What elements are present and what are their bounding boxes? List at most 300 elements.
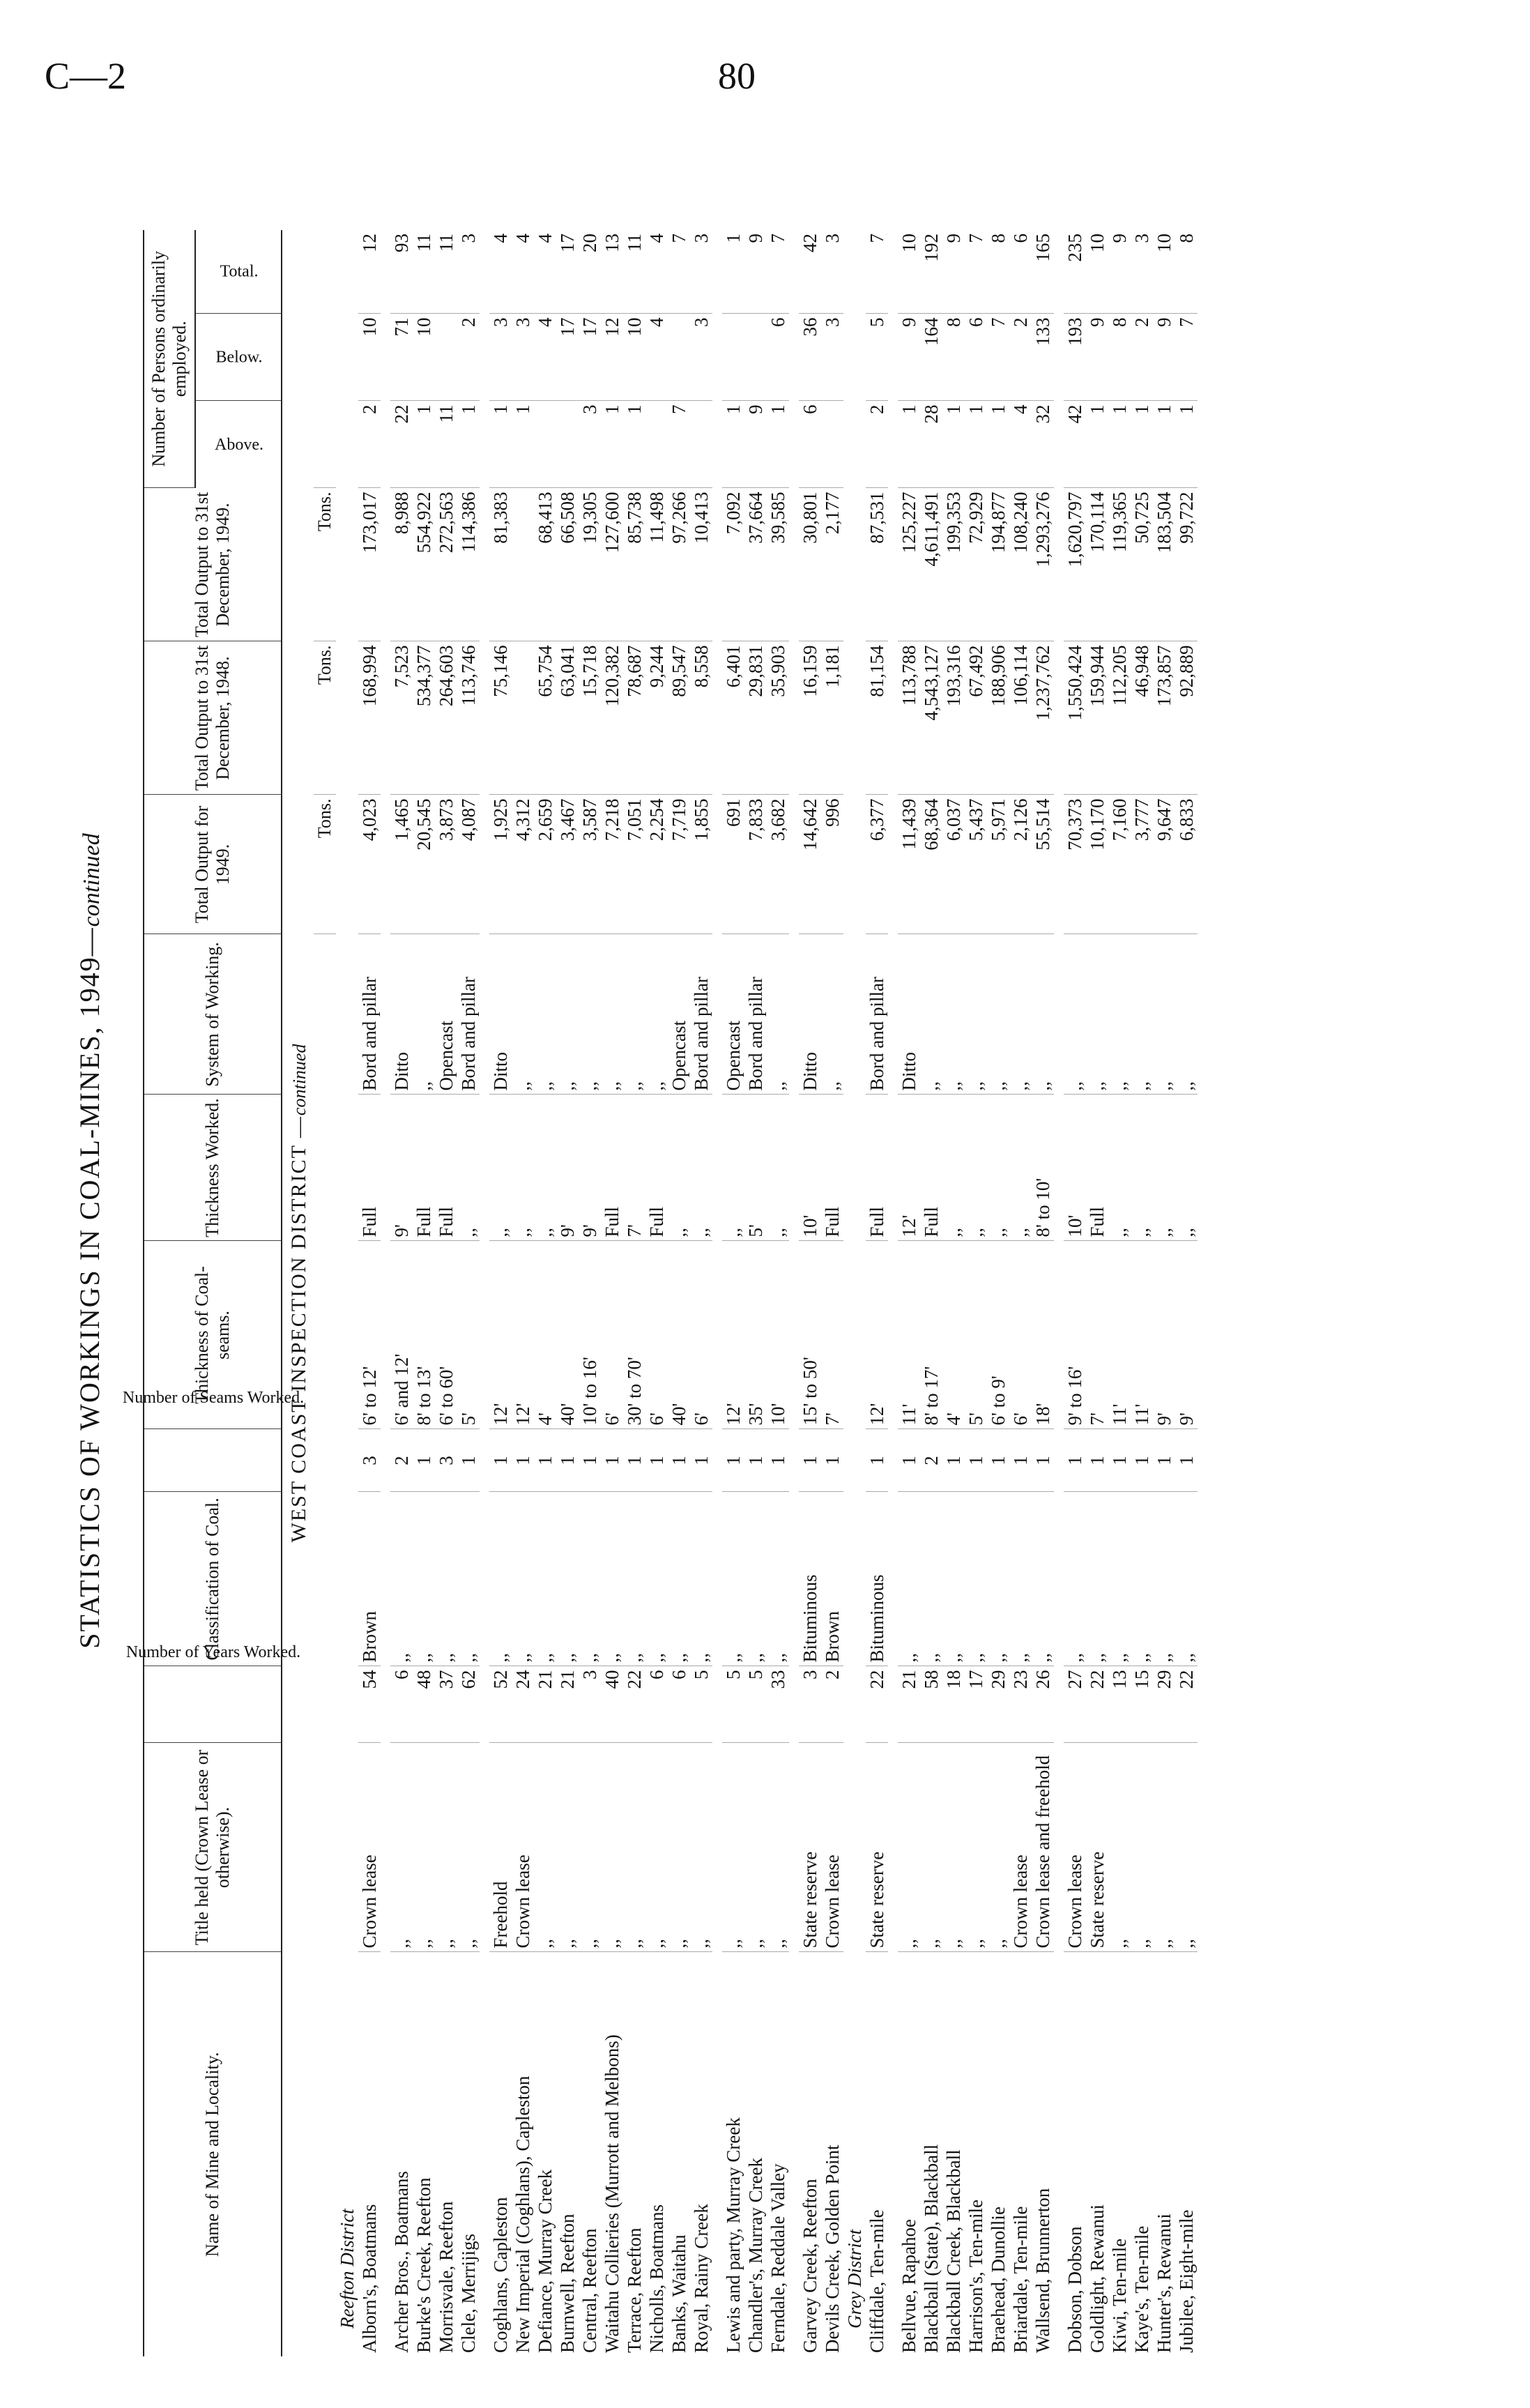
- output-to-1949: 114,386: [457, 488, 480, 641]
- rotated-table-page: [59, 125, 1453, 2356]
- col-output-1949: Total Output for 1949.: [144, 795, 282, 934]
- persons-total: 8: [1175, 230, 1198, 314]
- years-worked: 22: [866, 1666, 888, 1743]
- title-held: ,,: [898, 1743, 920, 1952]
- mine-name: Devils Creek, Golden Point: [822, 2144, 843, 2353]
- seam-thickness: 15' to 50': [799, 1241, 821, 1429]
- years-worked: 24: [512, 1666, 534, 1743]
- persons-above: [556, 401, 579, 488]
- persons-above: 1: [1086, 401, 1108, 488]
- system-of-working: ,,: [601, 934, 623, 1095]
- thickness-worked: 9': [390, 1095, 413, 1241]
- persons-below: 133: [1032, 314, 1054, 401]
- years-worked: 23: [1009, 1666, 1032, 1743]
- output-1949: 4,023: [358, 795, 381, 934]
- spacer-row: [789, 230, 799, 2356]
- table-row: [898, 230, 920, 2356]
- thickness-worked: Full: [821, 1095, 843, 1241]
- persons-above: 4: [1009, 401, 1032, 488]
- mine-name: Wallsend, Brunnerton: [1032, 2188, 1053, 2353]
- title-held: Crown lease: [512, 1743, 534, 1952]
- seams-worked: 1: [1086, 1429, 1108, 1492]
- persons-total: 11: [413, 230, 435, 314]
- seam-thickness: 9' to 16': [1064, 1241, 1086, 1429]
- coal-class: ,,: [767, 1492, 789, 1666]
- persons-above: 22: [390, 401, 413, 488]
- output-1948: 106,114: [1009, 641, 1032, 795]
- coal-class: ,,: [512, 1492, 534, 1666]
- thickness-worked: ,,: [1009, 1095, 1032, 1241]
- district-row: [336, 230, 358, 2356]
- output-1948: 89,547: [668, 641, 690, 795]
- output-to-1949: 99,722: [1175, 488, 1198, 641]
- system-of-working: ,,: [534, 934, 556, 1095]
- persons-total: 9: [942, 230, 965, 314]
- output-1949: 7,218: [601, 795, 623, 934]
- table-row: [821, 230, 843, 2356]
- years-worked: 17: [965, 1666, 987, 1743]
- years-worked: 54: [358, 1666, 381, 1743]
- output-1948: 75,146: [489, 641, 512, 795]
- output-1948: [512, 641, 534, 795]
- years-worked: 3: [799, 1666, 821, 1743]
- coal-class: ,,: [1009, 1492, 1032, 1666]
- coal-class: ,,: [623, 1492, 645, 1666]
- col-total: Total.: [195, 230, 282, 314]
- coal-mines-table: [122, 230, 1198, 2356]
- table-row: [512, 230, 534, 2356]
- output-to-1949: 183,504: [1153, 488, 1175, 641]
- seam-thickness: 6' and 12': [390, 1241, 413, 1429]
- spacer-row: [381, 230, 390, 2356]
- seams-worked: 1: [744, 1429, 767, 1492]
- output-1948: 1,550,424: [1064, 641, 1086, 795]
- col-system: System of Working.: [144, 934, 282, 1095]
- coal-class: ,,: [690, 1492, 712, 1666]
- seams-worked: 1: [512, 1429, 534, 1492]
- system-of-working: ,,: [1064, 934, 1086, 1095]
- seam-thickness: 10': [767, 1241, 789, 1429]
- persons-total: 165: [1032, 230, 1054, 314]
- output-1949: 55,514: [1032, 795, 1054, 934]
- section-row: [282, 230, 314, 2356]
- seam-thickness: 8' to 17': [920, 1241, 942, 1429]
- persons-above: 1: [987, 401, 1009, 488]
- thickness-worked: ,,: [457, 1095, 480, 1241]
- output-1948: 193,316: [942, 641, 965, 795]
- mine-name: Harrison's, Ten-mile: [965, 2200, 986, 2353]
- years-worked: 58: [920, 1666, 942, 1743]
- output-1949: 7,719: [668, 795, 690, 934]
- unit-1948: Tons.: [314, 641, 336, 795]
- system-of-working: Ditto: [799, 934, 821, 1095]
- output-1949: 6,377: [866, 795, 888, 934]
- title-held: ,,: [987, 1743, 1009, 1952]
- output-to-1949: 4,611,491: [920, 488, 942, 641]
- persons-above: 1: [965, 401, 987, 488]
- years-worked: 22: [623, 1666, 645, 1743]
- persons-below: 12: [601, 314, 623, 401]
- title-held: ,,: [744, 1743, 767, 1952]
- thickness-worked: ,,: [512, 1095, 534, 1241]
- coal-class: ,,: [920, 1492, 942, 1666]
- coal-class: ,,: [1175, 1492, 1198, 1666]
- seam-thickness: 12': [489, 1241, 512, 1429]
- col-name: Name of Mine and Locality.: [144, 1952, 282, 2356]
- seam-thickness: 18': [1032, 1241, 1054, 1429]
- output-to-1949: 39,585: [767, 488, 789, 641]
- system-of-working: Ditto: [898, 934, 920, 1095]
- seams-worked: 1: [1175, 1429, 1198, 1492]
- mine-name: Kiwi, Ten-mile: [1109, 2238, 1130, 2353]
- table-row: [866, 230, 888, 2356]
- title-held: Freehold: [489, 1743, 512, 1952]
- persons-total: 7: [668, 230, 690, 314]
- title-held: ,,: [965, 1743, 987, 1952]
- persons-above: 42: [1064, 401, 1086, 488]
- output-1948: 78,687: [623, 641, 645, 795]
- coal-class: ,,: [390, 1492, 413, 1666]
- persons-total: 3: [690, 230, 712, 314]
- seams-worked: 1: [799, 1429, 821, 1492]
- years-worked: 52: [489, 1666, 512, 1743]
- table-row: [457, 230, 480, 2356]
- years-worked: 15: [1131, 1666, 1153, 1743]
- persons-below: 4: [534, 314, 556, 401]
- thickness-worked: ,,: [942, 1095, 965, 1241]
- thickness-worked: ,,: [722, 1095, 744, 1241]
- system-of-working: Bord and pillar: [866, 934, 888, 1095]
- output-1948: 534,377: [413, 641, 435, 795]
- table-row: [601, 230, 623, 2356]
- years-worked: 6: [390, 1666, 413, 1743]
- seam-thickness: 5': [457, 1241, 480, 1429]
- output-1949: 6,037: [942, 795, 965, 934]
- coal-class: ,,: [1153, 1492, 1175, 1666]
- seams-worked: 1: [1153, 1429, 1175, 1492]
- years-worked: 62: [457, 1666, 480, 1743]
- title-held: ,,: [722, 1743, 744, 1952]
- title-held: Crown lease: [1064, 1743, 1086, 1952]
- system-of-working: ,,: [1153, 934, 1175, 1095]
- system-of-working: ,,: [1009, 934, 1032, 1095]
- persons-below: 7: [987, 314, 1009, 401]
- col-years: Number of Years Worked.: [144, 1666, 282, 1743]
- coal-class: ,,: [556, 1492, 579, 1666]
- mine-name: Morrisvale, Reefton: [436, 2201, 457, 2353]
- persons-above: 1: [942, 401, 965, 488]
- persons-total: 235: [1064, 230, 1086, 314]
- persons-below: 9: [1153, 314, 1175, 401]
- seam-thickness: 6': [1009, 1241, 1032, 1429]
- system-of-working: ,,: [413, 934, 435, 1095]
- col-persons: Number of Persons ordinarily employed.: [144, 230, 195, 488]
- title-held: ,,: [1108, 1743, 1131, 1952]
- system-of-working: ,,: [987, 934, 1009, 1095]
- system-of-working: ,,: [1086, 934, 1108, 1095]
- output-1948: 159,944: [1086, 641, 1108, 795]
- output-1949: 5,437: [965, 795, 987, 934]
- title-held: ,,: [390, 1743, 413, 1952]
- output-1948: 63,041: [556, 641, 579, 795]
- persons-below: 10: [623, 314, 645, 401]
- years-worked: 2: [821, 1666, 843, 1743]
- system-of-working: Bord and pillar: [690, 934, 712, 1095]
- output-1948: 29,831: [744, 641, 767, 795]
- table-row: [690, 230, 712, 2356]
- persons-total: 9: [744, 230, 767, 314]
- persons-total: 13: [601, 230, 623, 314]
- persons-total: 9: [1108, 230, 1131, 314]
- years-worked: 27: [1064, 1666, 1086, 1743]
- persons-above: 1: [601, 401, 623, 488]
- system-of-working: Opencast: [435, 934, 457, 1095]
- output-1948: 9,244: [645, 641, 668, 795]
- persons-above: 1: [512, 401, 534, 488]
- output-to-1949: 97,266: [668, 488, 690, 641]
- output-to-1949: 127,600: [601, 488, 623, 641]
- output-to-1949: 173,017: [358, 488, 381, 641]
- persons-total: 192: [920, 230, 942, 314]
- persons-below: 3: [821, 314, 843, 401]
- mine-name: Dobson, Dobson: [1064, 2226, 1085, 2353]
- output-1949: 14,642: [799, 795, 821, 934]
- coal-class: ,,: [898, 1492, 920, 1666]
- persons-below: 3: [690, 314, 712, 401]
- thickness-worked: Full: [601, 1095, 623, 1241]
- output-to-1949: 85,738: [623, 488, 645, 641]
- persons-above: 1: [489, 401, 512, 488]
- output-1949: 3,467: [556, 795, 579, 934]
- persons-total: 10: [1153, 230, 1175, 314]
- output-1949: 3,873: [435, 795, 457, 934]
- persons-below: [722, 314, 744, 401]
- table-row: [645, 230, 668, 2356]
- seam-thickness: 9': [1153, 1241, 1175, 1429]
- seams-worked: 1: [987, 1429, 1009, 1492]
- col-below: Below.: [195, 314, 282, 401]
- mine-name: Terrace, Reefton: [624, 2227, 645, 2353]
- seam-thickness: 6': [690, 1241, 712, 1429]
- table-title: [73, 125, 106, 2356]
- output-to-1949: 19,305: [579, 488, 601, 641]
- thickness-worked: 7': [623, 1095, 645, 1241]
- title-held: ,,: [579, 1743, 601, 1952]
- seam-thickness: 40': [556, 1241, 579, 1429]
- coal-class: ,,: [1086, 1492, 1108, 1666]
- persons-total: 10: [898, 230, 920, 314]
- persons-total: 4: [645, 230, 668, 314]
- thickness-worked: ,,: [767, 1095, 789, 1241]
- thickness-worked: 10': [1064, 1095, 1086, 1241]
- persons-total: 6: [1009, 230, 1032, 314]
- output-1949: 996: [821, 795, 843, 934]
- seams-worked: 2: [390, 1429, 413, 1492]
- units-row: [314, 230, 336, 2356]
- thickness-worked: 8' to 10': [1032, 1095, 1054, 1241]
- persons-below: 10: [358, 314, 381, 401]
- table-row: [722, 230, 744, 2356]
- persons-below: 17: [579, 314, 601, 401]
- output-1948: 15,718: [579, 641, 601, 795]
- section-heading: WEST COAST INSPECTION DISTRICT —continued: [287, 1044, 310, 1543]
- years-worked: 26: [1032, 1666, 1054, 1743]
- persons-above: 1: [457, 401, 480, 488]
- table-row: [413, 230, 435, 2356]
- years-worked: 22: [1175, 1666, 1198, 1743]
- header-row: [144, 230, 195, 2356]
- seam-thickness: 10' to 16': [579, 1241, 601, 1429]
- col-thickness-seams: Thickness of Coal-seams.: [144, 1241, 282, 1429]
- output-to-1949: 81,383: [489, 488, 512, 641]
- output-to-1949: 1,620,797: [1064, 488, 1086, 641]
- years-worked: 22: [1086, 1666, 1108, 1743]
- title-held: Crown lease: [821, 1743, 843, 1952]
- title-held: ,,: [413, 1743, 435, 1952]
- table-row: [579, 230, 601, 2356]
- persons-total: 4: [512, 230, 534, 314]
- seam-thickness: 6': [601, 1241, 623, 1429]
- spacer-row: [712, 230, 722, 2356]
- unit-1949: Tons.: [314, 795, 336, 934]
- seam-thickness: 4': [534, 1241, 556, 1429]
- output-1948: 1,181: [821, 641, 843, 795]
- years-worked: 29: [987, 1666, 1009, 1743]
- output-1948: 112,205: [1108, 641, 1131, 795]
- system-of-working: ,,: [965, 934, 987, 1095]
- system-of-working: ,,: [556, 934, 579, 1095]
- seam-thickness: 5': [965, 1241, 987, 1429]
- persons-total: 42: [799, 230, 821, 314]
- output-1949: 2,659: [534, 795, 556, 934]
- coal-class: ,,: [1064, 1492, 1086, 1666]
- output-1949: 1,855: [690, 795, 712, 934]
- persons-below: 3: [512, 314, 534, 401]
- coal-class: Bituminous: [799, 1492, 821, 1666]
- seams-worked: 1: [668, 1429, 690, 1492]
- spacer-row: [1054, 230, 1064, 2356]
- thickness-worked: ,,: [1175, 1095, 1198, 1241]
- col-above: Above.: [195, 401, 282, 488]
- persons-total: 1: [722, 230, 744, 314]
- output-to-1949: 170,114: [1086, 488, 1108, 641]
- title-held: ,,: [1153, 1743, 1175, 1952]
- coal-class: Brown: [358, 1492, 381, 1666]
- col-thickness-worked: Thickness Worked.: [144, 1095, 282, 1241]
- output-1948: 65,754: [534, 641, 556, 795]
- output-1949: 3,682: [767, 795, 789, 934]
- table-row: [435, 230, 457, 2356]
- page-ref: C—2: [45, 55, 127, 97]
- coal-class: ,,: [744, 1492, 767, 1666]
- output-to-1949: 50,725: [1131, 488, 1153, 641]
- title-held: State reserve: [866, 1743, 888, 1952]
- mine-name: Burnwell, Reefton: [557, 2213, 578, 2353]
- output-1948: 120,382: [601, 641, 623, 795]
- seams-worked: 3: [435, 1429, 457, 1492]
- seam-thickness: 8' to 13': [413, 1241, 435, 1429]
- persons-total: 4: [489, 230, 512, 314]
- coal-class: ,,: [579, 1492, 601, 1666]
- mine-name: Hunter's, Rewanui: [1154, 2213, 1175, 2353]
- thickness-worked: Full: [435, 1095, 457, 1241]
- output-to-1949: 125,227: [898, 488, 920, 641]
- output-1949: 4,087: [457, 795, 480, 934]
- persons-below: [744, 314, 767, 401]
- persons-total: 7: [866, 230, 888, 314]
- output-1949: 7,051: [623, 795, 645, 934]
- table-row: [1131, 230, 1153, 2356]
- persons-below: 8: [1108, 314, 1131, 401]
- output-1948: 6,401: [722, 641, 744, 795]
- title-held: State reserve: [1086, 1743, 1108, 1952]
- persons-above: 2: [866, 401, 888, 488]
- seams-worked: 1: [866, 1429, 888, 1492]
- persons-below: 5: [866, 314, 888, 401]
- coal-class: ,,: [942, 1492, 965, 1666]
- output-1948: 81,154: [866, 641, 888, 795]
- output-to-1949: 108,240: [1009, 488, 1032, 641]
- mine-name: Archer Bros., Boatmans: [391, 2171, 412, 2353]
- years-worked: 5: [722, 1666, 744, 1743]
- persons-below: 4: [645, 314, 668, 401]
- thickness-worked: ,,: [1153, 1095, 1175, 1241]
- table-row: [358, 230, 381, 2356]
- persons-above: [821, 401, 843, 488]
- system-of-working: ,,: [821, 934, 843, 1095]
- thickness-worked: Full: [413, 1095, 435, 1241]
- mine-name: Clele, Merrijigs: [458, 2234, 479, 2353]
- table-row: [390, 230, 413, 2356]
- seam-thickness: 12': [512, 1241, 534, 1429]
- output-1949: 70,373: [1064, 795, 1086, 934]
- seam-thickness: 6' to 12': [358, 1241, 381, 1429]
- coal-class: ,,: [1131, 1492, 1153, 1666]
- mine-name: Kaye's, Ten-mile: [1131, 2225, 1152, 2353]
- mine-name: Banks, Waitahu: [668, 2234, 689, 2353]
- persons-total: 7: [767, 230, 789, 314]
- persons-above: 1: [722, 401, 744, 488]
- output-to-1949: 68,413: [534, 488, 556, 641]
- output-1949: 6,833: [1175, 795, 1198, 934]
- table-row: [744, 230, 767, 2356]
- years-worked: 21: [556, 1666, 579, 1743]
- title-held: ,,: [457, 1743, 480, 1952]
- persons-above: 28: [920, 401, 942, 488]
- col-seams: Number of Seams Worked.: [144, 1429, 282, 1492]
- seams-worked: 1: [1108, 1429, 1131, 1492]
- persons-total: 17: [556, 230, 579, 314]
- title-held: ,,: [942, 1743, 965, 1952]
- output-1949: 2,126: [1009, 795, 1032, 934]
- table-row: [987, 230, 1009, 2356]
- output-1948: 113,746: [457, 641, 480, 795]
- output-to-1949: 72,929: [965, 488, 987, 641]
- persons-below: 6: [767, 314, 789, 401]
- table-row: [623, 230, 645, 2356]
- years-worked: 5: [744, 1666, 767, 1743]
- persons-above: 9: [744, 401, 767, 488]
- years-worked: 21: [534, 1666, 556, 1743]
- persons-total: 10: [1086, 230, 1108, 314]
- mine-name: Burke's Creek, Reefton: [413, 2177, 434, 2353]
- title-held: Crown lease and freehold: [1032, 1743, 1054, 1952]
- coal-class: ,,: [722, 1492, 744, 1666]
- mine-name: Goldlight, Rewanui: [1087, 2204, 1108, 2353]
- persons-below: 36: [799, 314, 821, 401]
- title-held: ,,: [645, 1743, 668, 1952]
- coal-class: ,,: [1108, 1492, 1131, 1666]
